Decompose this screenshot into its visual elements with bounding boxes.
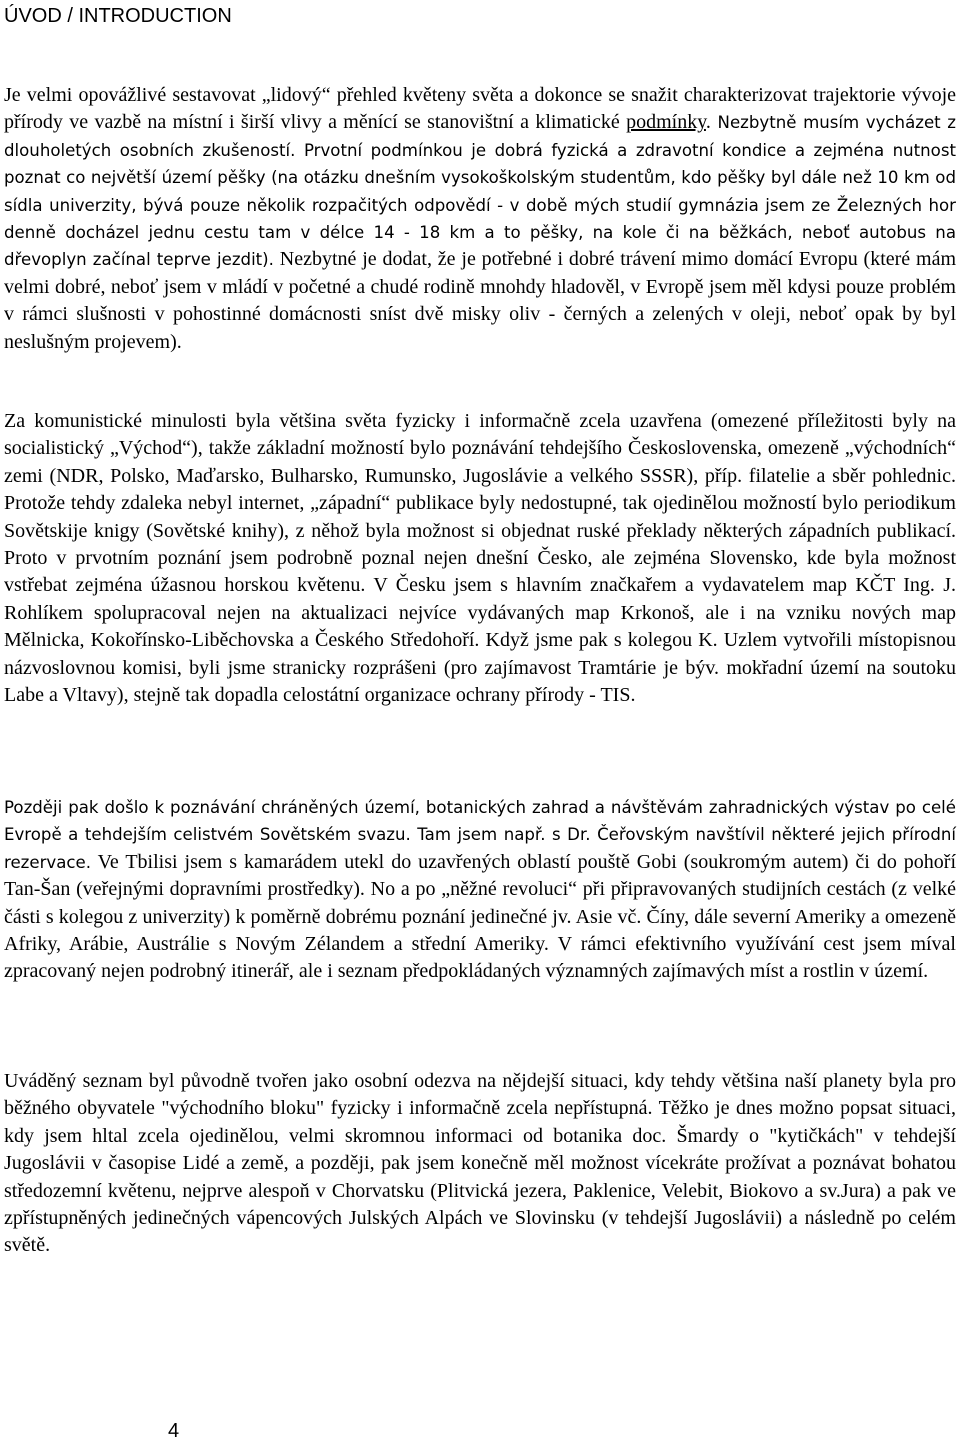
- paragraph-1-sentence-4: Nezbytné je dodat, že je potřebné i dobré trávení mimo domácí Evropu (které mám velmi dobré, neboť jsem v mládí v početné a chudé rodině mnohdy hladověl, v Evropě jsem měl kdysi pouze problém v rámci slušnosti v pohostinné domácnosti sníst dvě misky oliv - černých a zelených v oleji, neboť opak by byl neslušným projevem).: [4, 248, 956, 353]
- paragraph-1: [4, 82, 956, 356]
- paragraph-1-sentence-1: Je velmi opovážlivé sestavovat „lidový“ přehled květeny světa a dokonce se snažit charakterizovat trajektorie vývoje přírody ve vazbě na místní i širší vlivy a měnící se stanovištní a klimatické: [4, 84, 956, 134]
- paragraph-1-sentence-3: Prvotní podmínkou je dobrá fyzická a zdravotní kondice a zejména nutnost poznat co největší území pěšky (na otázku dnešním vysokoškolským studentům, kdo pěšky byl dále než 10 km od sídla univerzity, bývá pouze několik rozpačitých odpovědí - v době mých studií gymnázia jsem ze Železných hor denně docházel jednu cestu tam v délce 14 - 18 km a to pěšky, na kole či na běžkách, neboť autobus na dřevoplyn začínal teprve jezdit).: [4, 140, 956, 270]
- paragraph-3-part-1: Později pak došlo k poznávání chráněných území, botanických zahrad a návštěvám zahradnických výstav po celé Evropě a tehdejším celistvém Sovětském svazu. Tam jsem např. s Dr. Čeřovským navštívil některé jejich přírodní rezervace.: [4, 798, 956, 872]
- paragraph-4-text: Uváděný seznam byl původně tvořen jako osobní odezva na nějdejší situaci, kdy tehdy většina naší planety byla pro běžného obyvatele "východního bloku" fyzicky i informačně zcela nepřístupná. Těžko je dnes možno popsat situaci, kdy jsem hltal zcela ojedinělou, velmi skromnou informaci od botanika doc. Šmardy o "kytičkách" v tehdejší Jugoslávii v časopise Lidé a země, a později, pak jsem konečně měl možnost vícekráte prožívat a poznávat bohatou středozemní květenu, nejprve alespoň v Chorvatsku (Plitvická jezera, Paklenice, Velebit, Biokovo a sv.Jura) a pak ve zpřístupněných jedinečných vápencových Julských Alpách ve Slovinsku (v tehdejší Jugoslávii) a následně po celém světě.: [4, 1070, 956, 1257]
- paragraph-3-part-2: Ve Tbilisi jsem s kamarádem utekl do uzavřených oblastí pouště Gobi (soukromým autem) či do pohoří Tan-Šan (veřejnými dopravními prostředky). No a po „něžné revoluci“ při připravovaných studijních cestách (z velké části s kolegou z univerzity) k poměrně dobrému poznání jedinečné jv. Asie vč. Číny, dále severní Ameriky a omezeně Afriky, Arábie, Austrálie s Novým Zélandem a střední Ameriky. V rámci efektivního využívání cest jsem míval zpracovaný nejen podrobný itinerář, ale i seznam předpokládaných významných zajímavých míst a rostlin v území.: [4, 850, 956, 983]
- paragraph-2: [4, 408, 956, 709]
- paragraph-2-part-1: Za komunistické minulosti byla většina světa fyzicky i informačně zcela uzavřena (omezené příležitosti byly na socialistický „Východ“), takže základní možností bylo poznávání tehdejšího Československa, omezeně „východních“ zemi (NDR, Polsko, Maďarsko, Bulharsko, Rumunsko, Jugoslávie a velkého SSSR), příp. filatelie a sběr pohlednic.: [4, 410, 956, 487]
- paragraph-3: [4, 794, 956, 986]
- conditions-link[interactable]: podmínky: [626, 111, 706, 134]
- paragraph-4: [4, 1068, 956, 1260]
- section-heading: ÚVOD / INTRODUCTION: [4, 5, 232, 27]
- paragraph-1-period: .: [705, 111, 711, 134]
- paragraph-1-sentence-2: Nezbytně musím vycházet z dlouholetých osobních zkušeností.: [4, 113, 957, 160]
- page-number: 4: [168, 1420, 180, 1442]
- paragraph-2-part-2: Protože tehdy zdaleka nebyl internet, „západní“ publikace byly nedostupné, tak ojedinělou možností bylo periodikum Sovětskije knigy (Sovětské knihy), z něhož byla možnost si objednat ruské překlady některých západních publikací. Proto v prvotním poznání jsem podrobně poznal nejen dnešní Česko, ale zejména Slovensko, kde byla možnost vstřebat zejména úžasnou horskou květenu. V Česku jsem s hlavním značkařem a vydavatelem map KČT Ing. J. Rohlíkem spolupracoval nejen na aktualizaci nejvíce vydávaných map Krkonoš, ale i na vzniku nových map Mělnicka, Kokořínsko-Liběchovska a Českého Středohoří. Když jsme pak s kolegou K. Uzlem vytvořili místopisnou názvoslovnou komisi, byli jsme stranicky rozprášeni (pro zajímavost Tramtárie je býv. mokřadní území na soutoku Labe a Vltavy), stejně tak dopadla celostátní organizace ochrany přírody - TIS.: [4, 492, 956, 707]
